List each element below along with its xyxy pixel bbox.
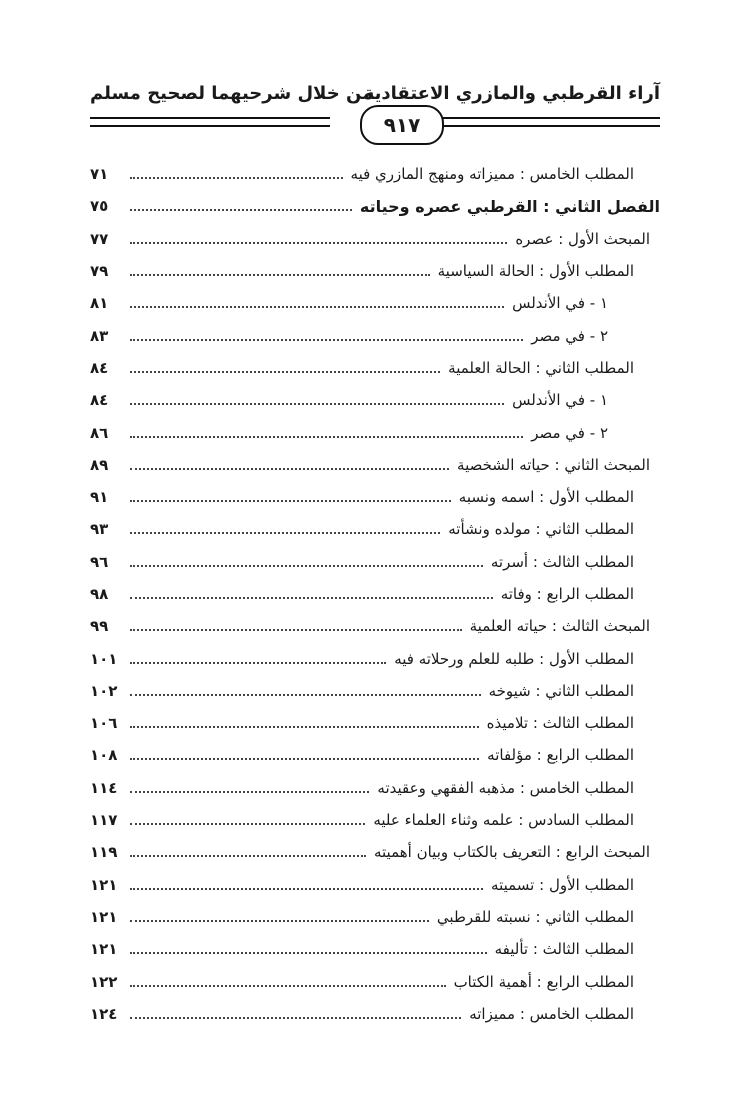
toc-entry-page: ١٠١ xyxy=(90,649,118,668)
toc-entry-label: المطلب الخامس : مذهبه الفقهي وعقيدته xyxy=(377,778,634,797)
dot-leader xyxy=(130,888,483,890)
toc-entry-label: المطلب الأول : اسمه ونسبه xyxy=(458,488,634,507)
dot-leader xyxy=(130,597,493,599)
toc-entry xyxy=(90,190,660,222)
header-rule xyxy=(90,117,330,119)
toc-entry-label: المطلب السادس : علمه وثناء العلماء عليه xyxy=(373,811,634,830)
dot-leader xyxy=(130,855,366,857)
toc-entry xyxy=(90,869,660,901)
toc-entry-label: ٢ - في مصر xyxy=(531,423,608,442)
toc-entry-label: الفصل الثاني : القرطبي عصره وحياته xyxy=(359,196,660,216)
toc-entry-page: ٨٦ xyxy=(90,423,109,442)
toc-entry-page: ١٠٦ xyxy=(90,714,118,733)
toc-entry xyxy=(90,675,660,707)
toc-entry xyxy=(90,158,660,190)
toc-entry-page: ٩٨ xyxy=(90,585,109,603)
dot-leader xyxy=(130,952,487,954)
toc-entry-page: ٧٧ xyxy=(90,229,109,248)
toc-entry-page: ١٢١ xyxy=(90,907,118,926)
toc-entry-page: ٨٤ xyxy=(90,358,109,377)
dot-leader xyxy=(130,565,483,567)
dot-leader xyxy=(130,242,507,244)
header-rule xyxy=(90,125,330,127)
page-number-badge: ٩١٧ xyxy=(360,105,444,145)
toc-entry-label: المطلب الرابع : وفاته xyxy=(500,585,634,603)
dot-leader xyxy=(130,274,430,276)
toc-entry-label: المطلب الأول : تسميته xyxy=(491,875,634,894)
toc-entry-page: ٨٣ xyxy=(90,326,109,345)
toc-entry-label: المطلب الأول : طلبه للعلم ورحلاته فيه xyxy=(394,649,634,668)
toc-entry-page: ١٠٢ xyxy=(90,681,118,700)
dot-leader xyxy=(130,339,523,341)
toc-entry-label: المطلب الثاني : مولده ونشأته xyxy=(448,520,634,539)
toc-entry-label: المبحث الثالث : حياته العلمية xyxy=(469,617,650,636)
toc-entry-label: المطلب الثالث : تلاميذه xyxy=(486,714,634,733)
toc-entry xyxy=(90,287,660,319)
toc-entry-page: ٩٦ xyxy=(90,552,109,571)
toc-entry xyxy=(90,578,660,610)
dot-leader xyxy=(130,306,504,308)
toc-entry xyxy=(90,481,660,513)
toc-entry-page: ٧٩ xyxy=(90,262,109,281)
dot-leader xyxy=(130,1017,461,1019)
toc-entry-label: المبحث الرابع : التعريف بالكتاب وبيان أهميته xyxy=(373,843,650,862)
toc-entry xyxy=(90,384,660,416)
dot-leader xyxy=(130,436,523,438)
dot-leader xyxy=(130,758,479,760)
toc-entry xyxy=(90,998,660,1030)
toc-entry-page: ١١٧ xyxy=(90,811,118,830)
toc-entry xyxy=(90,804,660,836)
toc-entry-label: ١ - في الأندلس xyxy=(512,294,608,313)
table-of-contents xyxy=(90,158,660,1030)
toc-entry-label: المطلب الرابع : أهمية الكتاب xyxy=(453,972,634,991)
toc-entry-page: ٩٩ xyxy=(90,617,109,636)
toc-entry xyxy=(90,449,660,481)
toc-entry-label: المطلب الخامس : مميزاته ومنهج المازري فيه xyxy=(350,165,634,184)
dot-leader xyxy=(130,791,369,793)
toc-entry-page: ١٢٢ xyxy=(90,972,118,991)
toc-entry-page: ١٢٤ xyxy=(90,1004,118,1023)
toc-entry-label: المطلب الخامس : مميزاته xyxy=(469,1004,634,1023)
dot-leader xyxy=(130,662,386,664)
toc-entry-page: ٨١ xyxy=(90,294,109,313)
dot-leader xyxy=(130,209,352,211)
toc-entry-page: ١٠٨ xyxy=(90,746,118,765)
running-title-left: من خلال شرحيهما لصحيح مسلم xyxy=(90,83,374,104)
toc-entry xyxy=(90,836,660,868)
dot-leader xyxy=(130,629,462,631)
dot-leader xyxy=(130,500,451,502)
toc-entry xyxy=(90,255,660,287)
toc-entry xyxy=(90,642,660,674)
toc-entry-label: المطلب الثاني : نسبته للقرطبي xyxy=(436,907,634,926)
toc-entry xyxy=(90,513,660,545)
toc-entry-label: المطلب الثاني : الحالة العلمية xyxy=(448,358,634,377)
toc-entry-label: المطلب الثالث : أسرته xyxy=(490,552,634,571)
toc-entry xyxy=(90,901,660,933)
toc-entry xyxy=(90,933,660,965)
toc-entry-label: ٢ - في مصر xyxy=(531,326,608,345)
dot-leader xyxy=(130,532,440,534)
toc-entry xyxy=(90,223,660,255)
toc-entry-label: المطلب الثالث : تأليفه xyxy=(494,940,634,959)
toc-entry-label: المطلب الرابع : مؤلفاته xyxy=(487,746,634,765)
page-header xyxy=(90,75,660,145)
toc-entry-page: ١١٩ xyxy=(90,843,118,862)
dot-leader xyxy=(130,726,479,728)
toc-entry-page: ٨٩ xyxy=(90,455,109,474)
dot-leader xyxy=(130,823,365,825)
dot-leader xyxy=(130,985,446,987)
toc-entry xyxy=(90,416,660,448)
toc-entry-page: ٩٣ xyxy=(90,520,109,539)
dot-leader xyxy=(130,468,449,470)
toc-entry xyxy=(90,739,660,771)
dot-leader xyxy=(130,403,504,405)
toc-entry-label: المطلب الأول : الحالة السياسية xyxy=(437,262,634,281)
toc-entry xyxy=(90,610,660,642)
dot-leader xyxy=(130,920,429,922)
dot-leader xyxy=(130,694,481,696)
toc-entry xyxy=(90,772,660,804)
toc-entry-label: المطلب الثاني : شيوخه xyxy=(488,681,634,700)
toc-entry-page: ٧٥ xyxy=(90,197,109,216)
header-rule xyxy=(420,117,660,119)
running-title-right: آراء القرطبي والمازري الاعتقادية xyxy=(363,83,660,104)
toc-entry-label: ١ - في الأندلس xyxy=(512,391,608,410)
toc-entry-label: المبحث الأول : عصره xyxy=(515,229,650,248)
toc-entry-page: ١٢١ xyxy=(90,875,118,894)
toc-entry-page: ٧١ xyxy=(90,165,109,184)
dot-leader xyxy=(130,371,440,373)
toc-entry-label: المبحث الثاني : حياته الشخصية xyxy=(457,455,650,474)
toc-entry xyxy=(90,965,660,997)
toc-entry-page: ٩١ xyxy=(90,488,109,507)
toc-entry-page: ١١٤ xyxy=(90,778,118,797)
toc-entry xyxy=(90,352,660,384)
header-rule xyxy=(420,125,660,127)
toc-entry xyxy=(90,319,660,351)
dot-leader xyxy=(130,177,343,179)
toc-entry-page: ١٢١ xyxy=(90,940,118,959)
toc-entry xyxy=(90,707,660,739)
toc-entry xyxy=(90,546,660,578)
toc-entry-page: ٨٤ xyxy=(90,391,109,410)
